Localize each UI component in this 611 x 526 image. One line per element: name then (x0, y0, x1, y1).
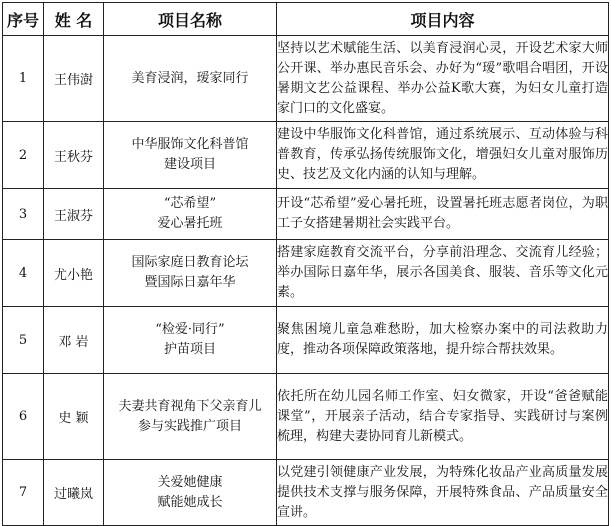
table-row (3, 307, 609, 374)
row-number: 3 (3, 189, 44, 240)
table-row (3, 460, 609, 526)
header-title: 项目名称 (104, 3, 277, 36)
project-title-line: 护苗项目 (163, 342, 216, 357)
project-content: 搭建家庭教育交流平台，分享前沿理念、交流育儿经验；举办国际日嘉年华，展示各国美食、服装、音乐等文化元素。 (277, 240, 609, 307)
project-content: 开设“芯希望”爱心暑托班，设置暑托班志愿者岗位，为职工子女搭建暑期社会实践平台。 (277, 189, 609, 240)
project-title (104, 122, 277, 189)
table-row (3, 240, 609, 307)
row-number: 1 (3, 36, 44, 122)
header-name: 姓 名 (44, 3, 104, 36)
project-title-line: 中华服饰文化科普馆 (131, 137, 249, 152)
project-content: 建设中华服饰文化科普馆，通过系统展示、互动体验与科普教育，传承弘扬传统服饰文化，增强妇女儿童对服饰历史、技艺及文化内涵的认知与理解。 (277, 122, 609, 189)
person-name: 王淑芬 (44, 189, 104, 240)
project-title-line: “芯希望” (163, 196, 217, 211)
person-name: 史 颖 (44, 374, 104, 460)
project-content: 坚持以艺术赋能生活、以美育浸润心灵，开设艺术家大师公开课、举办惠民音乐会、办好为“瑷”歌唱合唱团，开设暑期文艺公益课程、举办公益K歌大赛，为妇女儿童打造家门口的文化盛宴。 (277, 36, 609, 122)
person-name: 过曦岚 (44, 460, 104, 526)
project-content: 聚焦困境儿童急难愁盼，加大检察办案中的司法救助力度，推动各项保障政策落地，提升综合帮扶效果。 (277, 307, 609, 374)
project-title-line: 赋能她成长 (157, 494, 223, 510)
project-title-line: “检爱·同行” (155, 322, 225, 337)
row-number: 6 (3, 374, 44, 460)
row-number: 2 (3, 122, 44, 189)
header-no: 序号 (3, 3, 44, 36)
project-title (104, 240, 277, 307)
project-title-line: 建设项目 (163, 157, 216, 172)
project-title-line: 美育浸润，瑷家同行 (131, 70, 249, 86)
project-title (104, 307, 277, 374)
person-name: 尤小艳 (44, 240, 104, 307)
project-table (2, 2, 609, 526)
row-number: 7 (3, 460, 44, 526)
table-row (3, 122, 609, 189)
person-name: 邓 岩 (44, 307, 104, 374)
project-title-line: 爱心暑托班 (157, 216, 223, 231)
header-content: 项目内容 (277, 3, 609, 36)
row-number: 4 (3, 240, 44, 307)
project-content: 以党建引领健康产业发展，为特殊化妆品产业高质量发展提供技术支撑与服务保障，开展特殊食品、产品质量安全宣讲。 (277, 460, 609, 526)
project-title (104, 189, 277, 240)
person-name: 王秋芬 (44, 122, 104, 189)
project-title-line: 夫妻共育视角下父亲育儿 (118, 398, 262, 414)
table-header (3, 3, 609, 36)
table-row (3, 36, 609, 122)
project-content: 依托所在幼儿园名师工作室、妇女微家，开设“爸爸赋能课堂”，开展亲子活动，结合专家指导、实践研讨与案例梳理，构建夫妻协同育儿新模式。 (277, 374, 609, 460)
project-title-line: 国际家庭日教育论坛 (131, 255, 249, 270)
person-name: 王伟澍 (44, 36, 104, 122)
project-title (104, 374, 277, 460)
project-title (104, 36, 277, 122)
table-row (3, 189, 609, 240)
project-title (104, 460, 277, 526)
row-number: 5 (3, 307, 44, 374)
project-title-line: 参与实践推广项目 (137, 418, 242, 434)
project-title-line: 暨国际日嘉年华 (144, 275, 236, 290)
table-row (3, 374, 609, 460)
project-title-line: 关爱她健康 (157, 474, 223, 490)
